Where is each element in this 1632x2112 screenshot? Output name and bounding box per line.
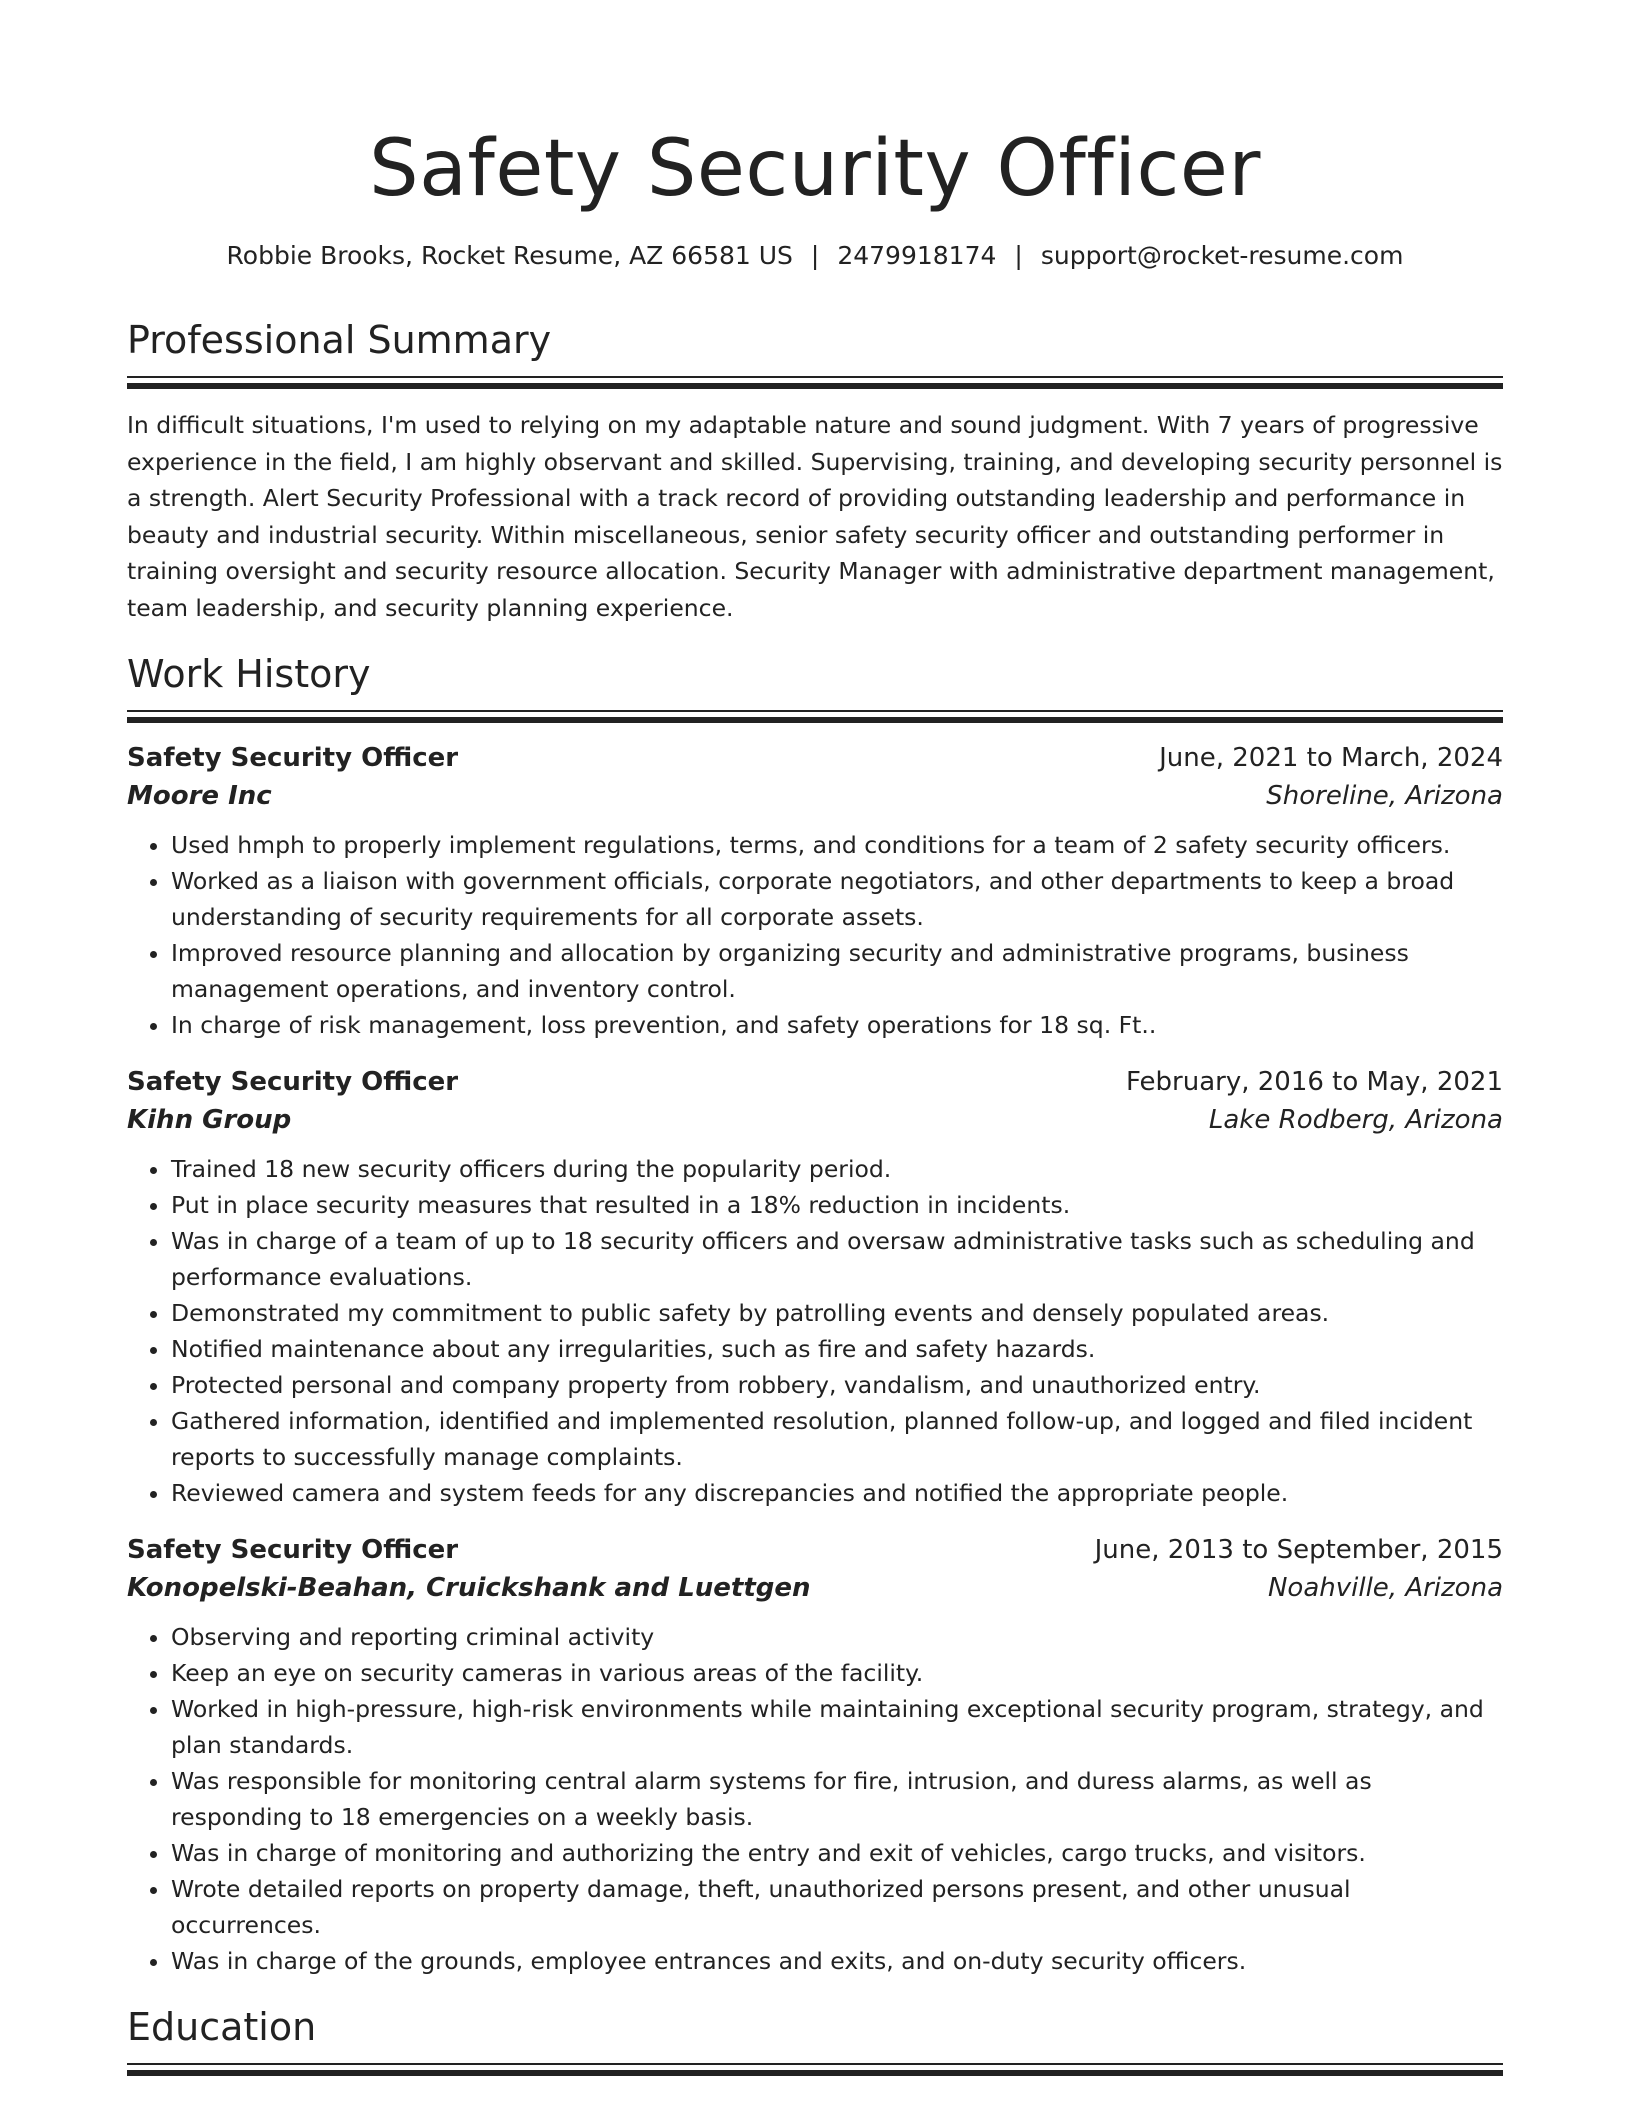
job-title: Safety Security Officer — [127, 743, 459, 773]
job-bullets — [127, 1151, 1503, 1511]
list-item: • Was responsible for monitoring central alarm systems for fire, intrusion, and duress alarms, as well as responding to 18 emergencies on a weekly basis. — [171, 1763, 1503, 1835]
work-history-section — [127, 650, 1503, 1979]
list-item: • Worked as a liaison with government officials, corporate negotiators, and other departments to keep a broad understanding of security requirements for all corporate assets. — [171, 863, 1503, 935]
work-history-heading: Work History — [127, 652, 371, 696]
list-item: • Trained 18 new security officers during the popularity period. — [171, 1151, 1503, 1187]
list-item: • Put in place security measures that resulted in a 18% reduction in incidents. — [171, 1187, 1503, 1223]
list-item: • In charge of risk management, loss prevention, and safety operations for 18 sq. Ft.. — [171, 1007, 1503, 1043]
section-divider-thick — [127, 717, 1503, 723]
job-bullets — [127, 827, 1503, 1043]
job-location: Noahville, Arizona — [1267, 1573, 1503, 1603]
list-item: • Was in charge of the grounds, employee entrances and exits, and on-duty security officers. — [171, 1943, 1503, 1979]
job-company-row — [127, 777, 1503, 815]
job-location: Shoreline, Arizona — [1266, 781, 1503, 811]
job-title: Safety Security Officer — [127, 1535, 459, 1565]
list-item: • Improved resource planning and allocation by organizing security and administrative programs, business management operations, and inventory control. — [171, 935, 1503, 1007]
job-entry — [127, 1531, 1503, 1979]
job-header-row — [127, 739, 1503, 777]
education-section — [127, 2003, 1503, 2076]
job-header-row — [127, 1063, 1503, 1101]
job-title: Safety Security Officer — [127, 1067, 459, 1097]
list-item: • Was in charge of a team of up to 18 security officers and oversaw administrative tasks such as scheduling and performance evaluations. — [171, 1223, 1503, 1295]
list-item: • Observing and reporting criminal activity — [171, 1619, 1503, 1655]
job-company-row — [127, 1101, 1503, 1139]
list-item: • Protected personal and company property from robbery, vandalism, and unauthorized entry. — [171, 1367, 1503, 1403]
list-item: • Used hmph to properly implement regulations, terms, and conditions for a team of 2 safety security officers. — [171, 827, 1503, 863]
summary-heading: Professional Summary — [127, 318, 552, 362]
list-item: • Demonstrated my commitment to public safety by patrolling events and densely populated areas. — [171, 1295, 1503, 1331]
list-item: • Keep an eye on security cameras in various areas of the facility. — [171, 1655, 1503, 1691]
section-divider — [127, 2063, 1503, 2065]
job-company-row — [127, 1569, 1503, 1607]
job-company: Kihn Group — [127, 1105, 292, 1135]
job-dates: June, 2013 to September, 2015 — [1094, 1535, 1503, 1565]
job-dates: June, 2021 to March, 2024 — [1159, 743, 1503, 773]
section-divider — [127, 710, 1503, 712]
job-company: Konopelski-Beahan, Cruickshank and Luettgen — [127, 1573, 811, 1603]
list-item: • Worked in high-pressure, high-risk environments while maintaining exceptional security program, strategy, and plan standards. — [171, 1691, 1503, 1763]
contact-phone: 2479918174 — [837, 241, 997, 270]
summary-text: In difficult situations, I'm used to relying on my adaptable nature and sound judgment. With 7 years of progressive experience in the field, I am highly observant and skilled. Supervising, training, and developing security personnel is a strength. Alert Security Professional with a track record of providing outstanding leadership and performance in beauty and industrial security. Within miscellaneous, senior safety security officer and outstanding performer in training oversight and security resource allocation. Security Manager with administrative department management, team leadership, and security planning experience. — [127, 411, 1503, 622]
list-item: • Gathered information, identified and implemented resolution, planned follow-up, and logged and filed incident reports to successfully manage complaints. — [171, 1403, 1503, 1475]
summary-section — [127, 316, 1503, 626]
list-item: • Wrote detailed reports on property damage, theft, unauthorized persons present, and other unusual occurrences. — [171, 1871, 1503, 1943]
list-item: • Reviewed camera and system feeds for any discrepancies and notified the appropriate people. — [171, 1475, 1503, 1511]
job-entry — [127, 1063, 1503, 1511]
job-header-row — [127, 1531, 1503, 1569]
resume-page — [127, 120, 1503, 2076]
job-location: Lake Rodberg, Arizona — [1208, 1105, 1503, 1135]
job-company: Moore Inc — [127, 781, 272, 811]
contact-separator: | — [1014, 241, 1023, 270]
job-entry — [127, 739, 1503, 1043]
contact-address: Robbie Brooks, Rocket Resume, AZ 66581 US — [226, 241, 793, 270]
section-divider — [127, 376, 1503, 378]
resume-title: Safety Security Officer — [369, 124, 1261, 214]
contact-email: support@rocket-resume.com — [1040, 241, 1404, 270]
section-divider-thick — [127, 383, 1503, 389]
job-bullets — [127, 1619, 1503, 1979]
contact-line — [127, 240, 1503, 272]
contact-separator: | — [810, 241, 820, 270]
section-divider-thick — [127, 2070, 1503, 2076]
list-item: • Notified maintenance about any irregularities, such as fire and safety hazards. — [171, 1331, 1503, 1367]
education-heading: Education — [127, 2005, 317, 2049]
list-item: • Was in charge of monitoring and authorizing the entry and exit of vehicles, cargo trucks, and visitors. — [171, 1835, 1503, 1871]
job-dates: February, 2016 to May, 2021 — [1126, 1067, 1503, 1097]
